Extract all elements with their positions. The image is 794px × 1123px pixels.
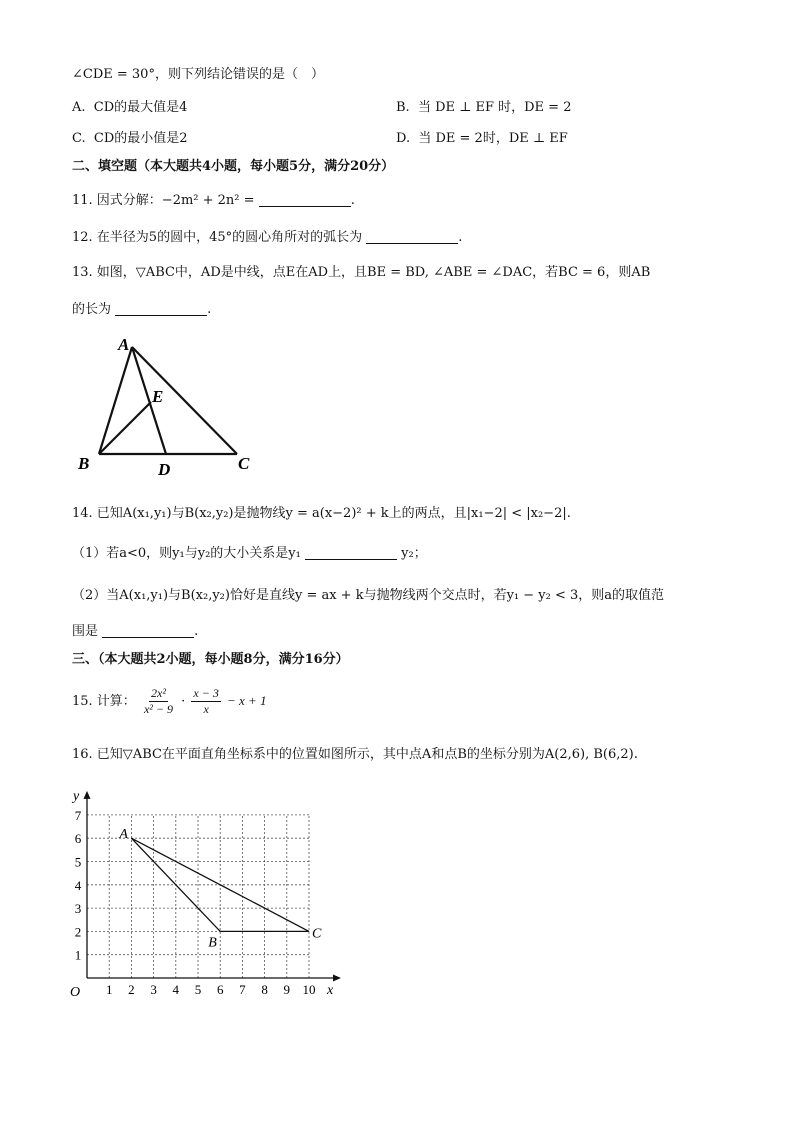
answer-blank[interactable] bbox=[102, 623, 194, 638]
q14-part2-end: 围是 . bbox=[72, 624, 199, 639]
x-tick-label: 8 bbox=[261, 982, 268, 997]
x-tick-label: 6 bbox=[216, 982, 224, 997]
q16-coordinate-chart bbox=[60, 778, 360, 1003]
label-b: B bbox=[78, 454, 90, 473]
q15-prefix: 15. 计算： bbox=[72, 694, 136, 709]
option-text: CD的最大值是4 bbox=[93, 100, 188, 115]
option-text: CD的最小值是2 bbox=[93, 131, 188, 146]
q10-option-c bbox=[72, 130, 188, 148]
label-e: E bbox=[152, 387, 164, 406]
y-tick-label: 7 bbox=[74, 807, 82, 823]
segment-ac bbox=[132, 347, 237, 454]
label-a: A bbox=[118, 335, 130, 354]
answer-blank[interactable] bbox=[115, 301, 207, 316]
y-tick-label: 4 bbox=[74, 877, 82, 893]
x-axis-label: x bbox=[327, 983, 334, 998]
q15 bbox=[72, 684, 267, 719]
q10-option-a bbox=[72, 99, 187, 117]
q10-option-d bbox=[396, 130, 568, 148]
x-tick-label: 5 bbox=[194, 982, 202, 997]
label-d: D bbox=[158, 460, 171, 479]
x-tick-label: 9 bbox=[283, 982, 291, 997]
section-3-heading: 三、（本大题共2小题，每小题8分，满分16分） bbox=[72, 652, 349, 667]
label-c: C bbox=[238, 454, 250, 473]
x-tick-label: 3 bbox=[150, 982, 157, 997]
q13-line2-text: 的长为 bbox=[72, 302, 112, 317]
q14-part2-end-text: 围是 bbox=[72, 624, 99, 639]
point-label-b: B bbox=[208, 935, 217, 951]
option-text: 当 DE ⊥ EF 时，DE = 2 bbox=[417, 100, 572, 115]
y-axis-label: y bbox=[73, 788, 80, 804]
answer-blank[interactable] bbox=[366, 229, 458, 244]
x-tick-label: 10 bbox=[302, 982, 316, 997]
x-tick-label: 2 bbox=[128, 982, 135, 997]
x-tick-label: 7 bbox=[239, 982, 246, 997]
option-letter: D. bbox=[396, 131, 411, 146]
x-tick-label: 4 bbox=[172, 982, 180, 997]
section-2-heading: 二、填空题（本大题共4小题，每小题5分，满分20分） bbox=[72, 159, 395, 174]
q14-part1-end: y₂； bbox=[401, 546, 427, 561]
q16-text: 16. 已知▽ABC在平面直角坐标系中的位置如图所示，其中点A和点B的坐标分别为A(2,6), B(6,2). bbox=[72, 747, 638, 762]
x-tick-label: 1 bbox=[105, 982, 113, 997]
origin-label: O bbox=[70, 985, 81, 1000]
q12: 12. 在半径为5的圆中，45°的圆心角所对的弧长为 . bbox=[72, 230, 463, 245]
q12-text: 12. 在半径为5的圆中，45°的圆心角所对的弧长为 bbox=[72, 230, 363, 245]
q11: 11. 因式分解：−2m² + 2n² = . bbox=[72, 193, 355, 208]
point-label-a: A bbox=[119, 827, 128, 843]
fraction-2-denominator: x bbox=[203, 702, 209, 716]
y-axis-arrow bbox=[84, 791, 91, 799]
q15-tail: − x + 1 bbox=[226, 693, 267, 708]
tick-labels bbox=[75, 808, 316, 997]
fraction-1 bbox=[142, 686, 175, 717]
option-letter: C. bbox=[72, 131, 86, 146]
q14-part1 bbox=[72, 545, 427, 563]
axes bbox=[70, 789, 341, 1000]
q13-line2: 的长为 . bbox=[72, 302, 212, 317]
answer-blank[interactable] bbox=[259, 192, 351, 207]
y-tick-label: 5 bbox=[74, 854, 82, 870]
option-letter: A. bbox=[72, 100, 86, 115]
point-label-c: C bbox=[312, 926, 322, 942]
x-axis-arrow bbox=[333, 975, 341, 982]
multiply-dot: · bbox=[181, 694, 186, 709]
q13-triangle-figure bbox=[70, 330, 270, 480]
y-tick-label: 2 bbox=[74, 924, 82, 940]
y-tick-label: 3 bbox=[74, 901, 82, 917]
fraction-2-numerator: x − 3 bbox=[193, 686, 219, 700]
q14-part1-text: （1）若a<0，则y₁与y₂的大小关系是y₁ bbox=[72, 546, 301, 561]
q14-part2: （2）当A(x₁,y₁)与B(x₂,y₂)恰好是直线y = ax + k与抛物线两个交点时，若y₁ − y₂ < 3，则a的取值范 bbox=[72, 588, 665, 603]
y-tick-label: 1 bbox=[74, 947, 82, 963]
option-letter: B. bbox=[396, 100, 410, 115]
q10-option-b bbox=[396, 99, 571, 117]
fraction-2 bbox=[191, 686, 220, 717]
fraction-1-numerator: 2x² bbox=[151, 686, 166, 700]
y-tick-label: 6 bbox=[74, 831, 82, 847]
fraction-1-denominator: x² − 9 bbox=[143, 702, 173, 716]
answer-blank[interactable] bbox=[305, 545, 397, 560]
option-text: 当 DE = 2时，DE ⊥ EF bbox=[418, 131, 568, 146]
q13-line1: 13. 如图，▽ABC中，AD是中线，点E在AD上，且BE = BD, ∠ABE = ∠DAC，若BC = 6，则AB bbox=[72, 265, 651, 280]
q14-line1: 14. 已知A(x₁,y₁)与B(x₂,y₂)是抛物线y = a(x−2)² + k上的两点，且|x₁−2| < |x₂−2|. bbox=[72, 506, 571, 521]
q11-text: 11. 因式分解：−2m² + 2n² = bbox=[72, 193, 255, 208]
q10-statement: ∠CDE = 30°，则下列结论错误的是（ ） bbox=[72, 67, 324, 82]
